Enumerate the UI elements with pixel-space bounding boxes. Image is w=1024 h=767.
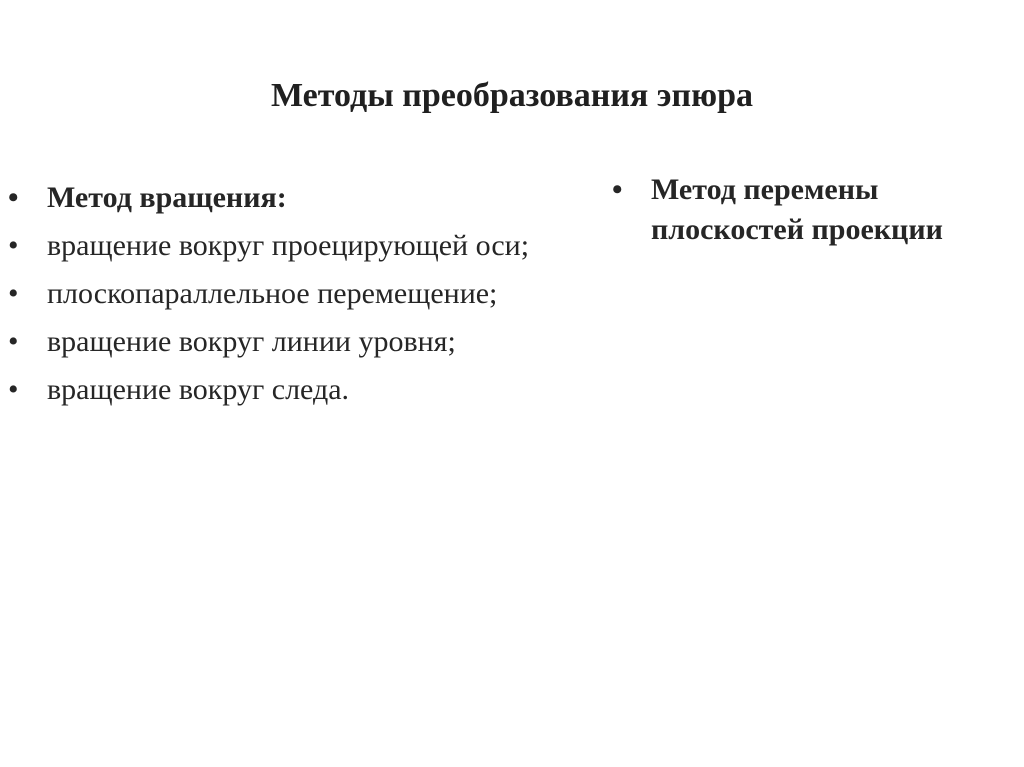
list-item-text: вращение вокруг следа. xyxy=(47,373,350,406)
left-column xyxy=(8,178,592,410)
plane-change-method-list xyxy=(612,170,1012,250)
list-item-trace xyxy=(8,370,592,410)
list-item-text: плоскопараллельное перемещение; xyxy=(47,277,498,310)
list-item-text: вращение вокруг проецирующей оси; xyxy=(47,229,530,262)
list-item-text: Метод перемены плоскостей проекции xyxy=(651,173,943,246)
bullet-icon: • xyxy=(8,229,19,262)
list-item-text: Метод вращения: xyxy=(47,181,287,214)
bullet-icon: • xyxy=(8,373,19,406)
bullet-icon: • xyxy=(8,325,19,358)
list-item-projecting-axis xyxy=(8,226,592,266)
bullet-icon: • xyxy=(8,277,19,310)
slide-title: Методы преобразования эпюра xyxy=(271,77,753,114)
list-item-plane-change-method xyxy=(612,170,1012,250)
bullet-icon: • xyxy=(612,173,623,206)
list-item-plane-parallel xyxy=(8,274,592,314)
rotation-method-list xyxy=(8,178,592,410)
list-item-level-line xyxy=(8,322,592,362)
bullet-icon: • xyxy=(8,181,19,214)
list-item-text: вращение вокруг линии уровня; xyxy=(47,325,456,358)
list-item-rotation-method-heading xyxy=(8,178,592,218)
right-column xyxy=(612,170,1012,250)
